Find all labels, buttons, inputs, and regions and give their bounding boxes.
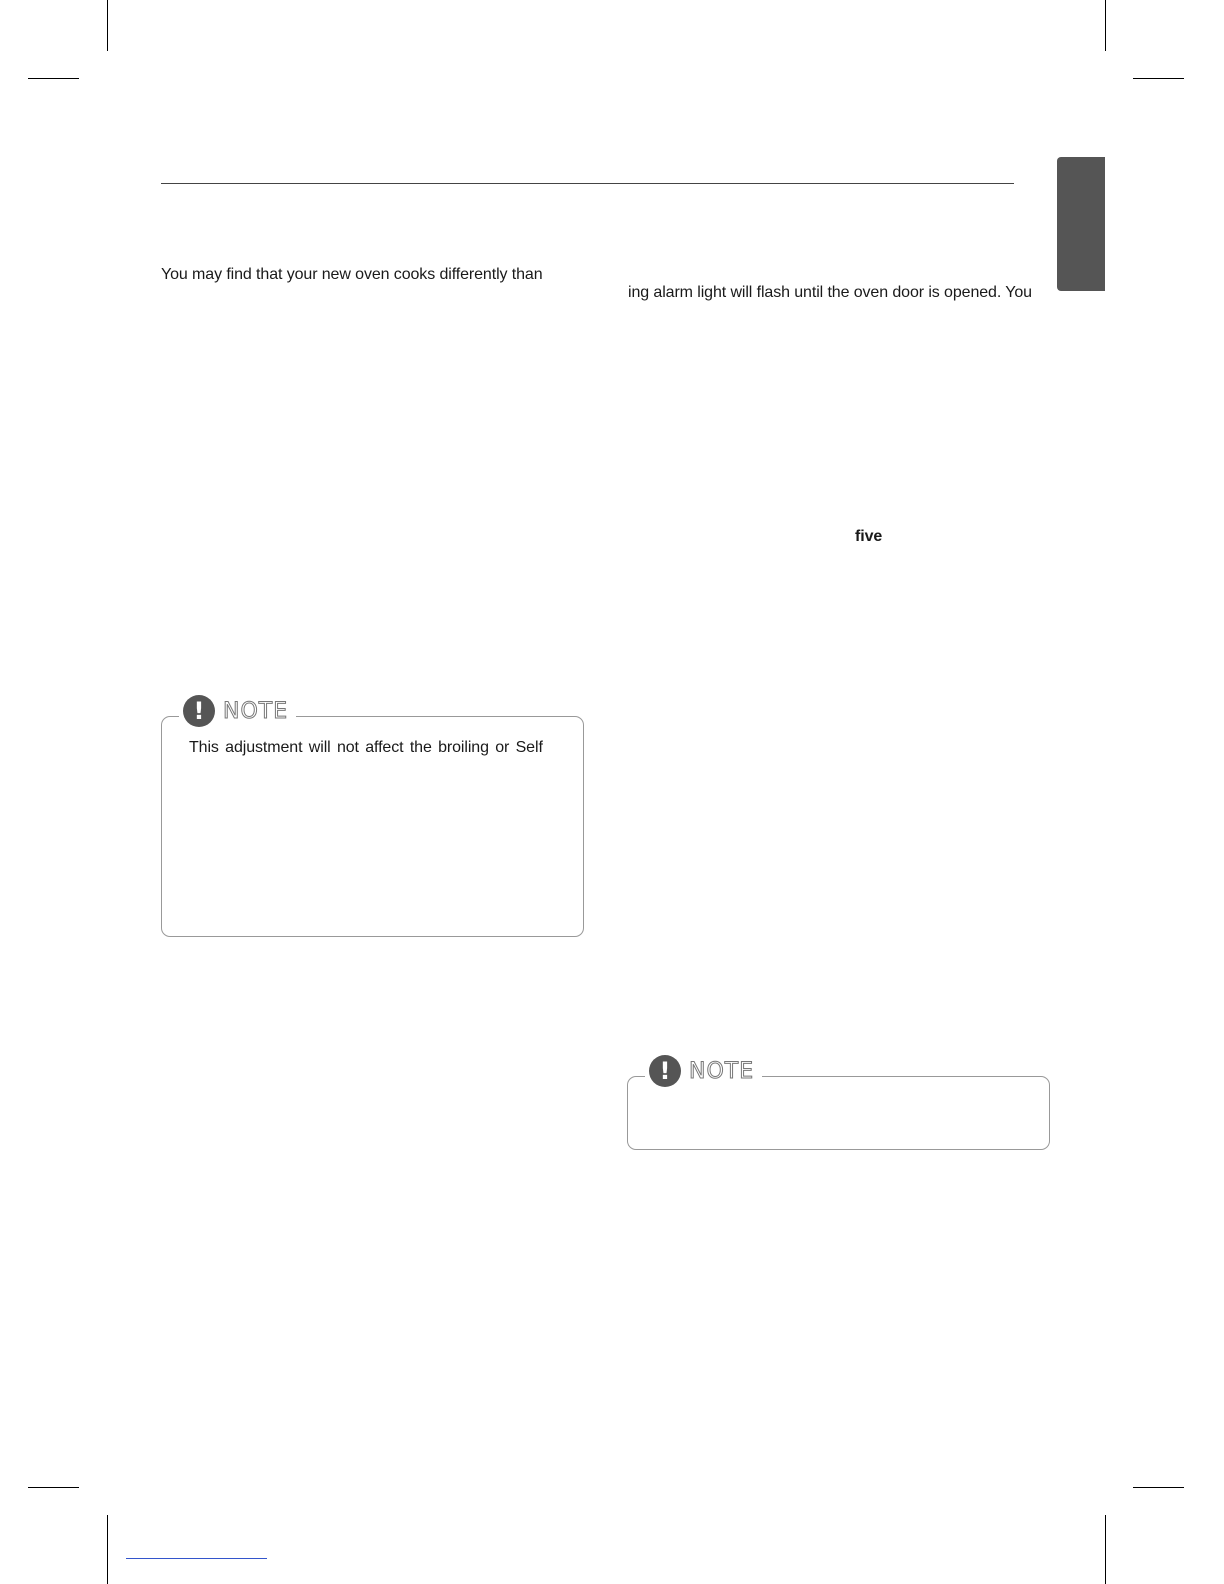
crop-mark-bottom-right-v bbox=[1105, 1515, 1106, 1584]
left-paragraph-fragment: You may find that your new oven cooks differently than bbox=[161, 266, 543, 283]
crop-mark-top-right-h bbox=[1133, 78, 1184, 79]
crop-mark-bottom-left-v bbox=[107, 1515, 108, 1584]
crop-mark-top-right-v bbox=[1105, 0, 1106, 51]
right-paragraph-fragment: ing alarm light will flash until the oven door is opened. You bbox=[628, 284, 1032, 301]
exclamation-icon: ! bbox=[649, 1055, 681, 1087]
crop-mark-top-left-h bbox=[28, 78, 79, 79]
footer-link-underline bbox=[126, 1558, 267, 1559]
right-note-box bbox=[627, 1076, 1050, 1150]
crop-mark-bottom-right-h bbox=[1133, 1487, 1184, 1488]
crop-mark-top-left-v bbox=[107, 0, 108, 51]
right-note-label: NOTE bbox=[689, 1058, 755, 1084]
right-bold-word: five bbox=[855, 528, 883, 545]
left-note-box bbox=[161, 716, 584, 937]
right-note-header bbox=[645, 1055, 762, 1087]
left-note-text: This adjustment will not affect the broiling or Self bbox=[189, 739, 543, 756]
exclamation-icon: ! bbox=[183, 695, 215, 727]
left-note-label: NOTE bbox=[223, 698, 289, 724]
left-note-header bbox=[179, 695, 296, 727]
crop-mark-bottom-left-h bbox=[28, 1487, 79, 1488]
header-rule bbox=[161, 183, 1014, 184]
language-side-tab bbox=[1057, 157, 1105, 291]
